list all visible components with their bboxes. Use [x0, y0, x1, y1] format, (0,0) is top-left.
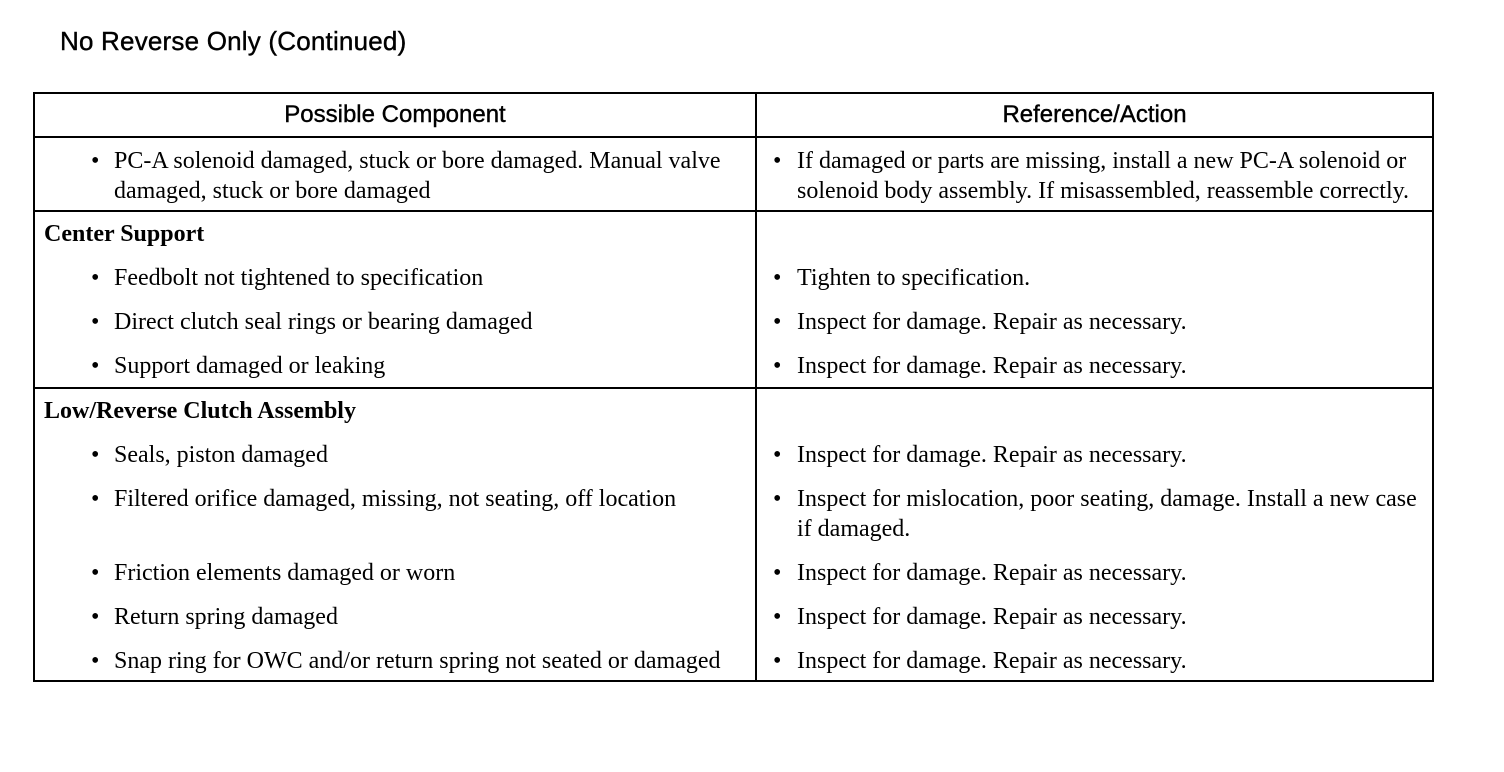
bullet-icon: •: [773, 442, 782, 468]
action-text: Inspect for damage. Repair as necessary.: [797, 604, 1187, 630]
bullet-icon: •: [91, 560, 100, 586]
bullet-icon: •: [91, 148, 100, 174]
section-heading: Center Support: [44, 221, 205, 247]
table-row: [34, 426, 1433, 470]
bullet-icon: •: [91, 648, 100, 674]
component-text: Friction elements damaged or worn: [114, 560, 456, 586]
component-text: Return spring damaged: [114, 604, 338, 630]
table-row: [34, 544, 1433, 588]
diagnosis-table: [33, 92, 1434, 682]
component-text: Feedbolt not tightened to specification: [114, 265, 484, 291]
action-text: Inspect for mislocation, poor seating, damage. Install a new case if damaged.: [797, 486, 1417, 542]
bullet-icon: •: [91, 442, 100, 468]
section-heading: Low/Reverse Clutch Assembly: [44, 398, 356, 424]
bullet-icon: •: [773, 309, 782, 335]
component-text: Direct clutch seal rings or bearing damaged: [114, 309, 533, 335]
action-text: Inspect for damage. Repair as necessary.: [797, 353, 1187, 379]
bullet-icon: •: [773, 148, 782, 174]
bullet-icon: •: [773, 353, 782, 379]
action-text: Inspect for damage. Repair as necessary.: [797, 560, 1187, 586]
table-row: [34, 293, 1433, 337]
table-header-row: [34, 93, 1433, 137]
bullet-icon: •: [773, 265, 782, 291]
bullet-icon: •: [91, 604, 100, 630]
action-text: If damaged or parts are missing, install a new PC-A solenoid or solenoid body assembly. If misassembled, reassemble correctly.: [797, 148, 1410, 204]
bullet-icon: •: [91, 353, 100, 379]
page-title: No Reverse Only (Continued): [60, 26, 407, 56]
section-heading-row: [34, 388, 1433, 426]
component-cell: [34, 137, 756, 211]
bullet-icon: •: [773, 560, 782, 586]
table-row: [34, 137, 1433, 211]
table-row: [34, 470, 1433, 544]
action-cell: [756, 137, 1433, 211]
table-row: [34, 249, 1433, 293]
section-heading-cell: [34, 388, 756, 426]
column-header-component: Possible Component: [34, 93, 756, 137]
section-heading-cell: [34, 211, 756, 249]
section-heading-row: [34, 211, 1433, 249]
table-row: [34, 337, 1433, 388]
component-text: Support damaged or leaking: [114, 353, 386, 379]
component-text: Filtered orifice damaged, missing, not seating, off location: [114, 486, 677, 512]
component-text: Snap ring for OWC and/or return spring not seated or damaged: [114, 648, 721, 674]
column-header-action: Reference/Action: [756, 93, 1433, 137]
action-text: Inspect for damage. Repair as necessary.: [797, 309, 1187, 335]
component-text: PC-A solenoid damaged, stuck or bore damaged. Manual valve damaged, stuck or bore damaged: [114, 148, 721, 204]
bullet-icon: •: [773, 604, 782, 630]
bullet-icon: •: [91, 309, 100, 335]
table-row: [34, 632, 1433, 681]
bullet-icon: •: [773, 486, 782, 512]
action-text: Tighten to specification.: [797, 265, 1031, 291]
action-text: Inspect for damage. Repair as necessary.: [797, 648, 1187, 674]
action-text: Inspect for damage. Repair as necessary.: [797, 442, 1187, 468]
component-text: Seals, piston damaged: [114, 442, 328, 468]
bullet-icon: •: [91, 265, 100, 291]
bullet-icon: •: [773, 648, 782, 674]
table-row: [34, 588, 1433, 632]
bullet-icon: •: [91, 486, 100, 512]
